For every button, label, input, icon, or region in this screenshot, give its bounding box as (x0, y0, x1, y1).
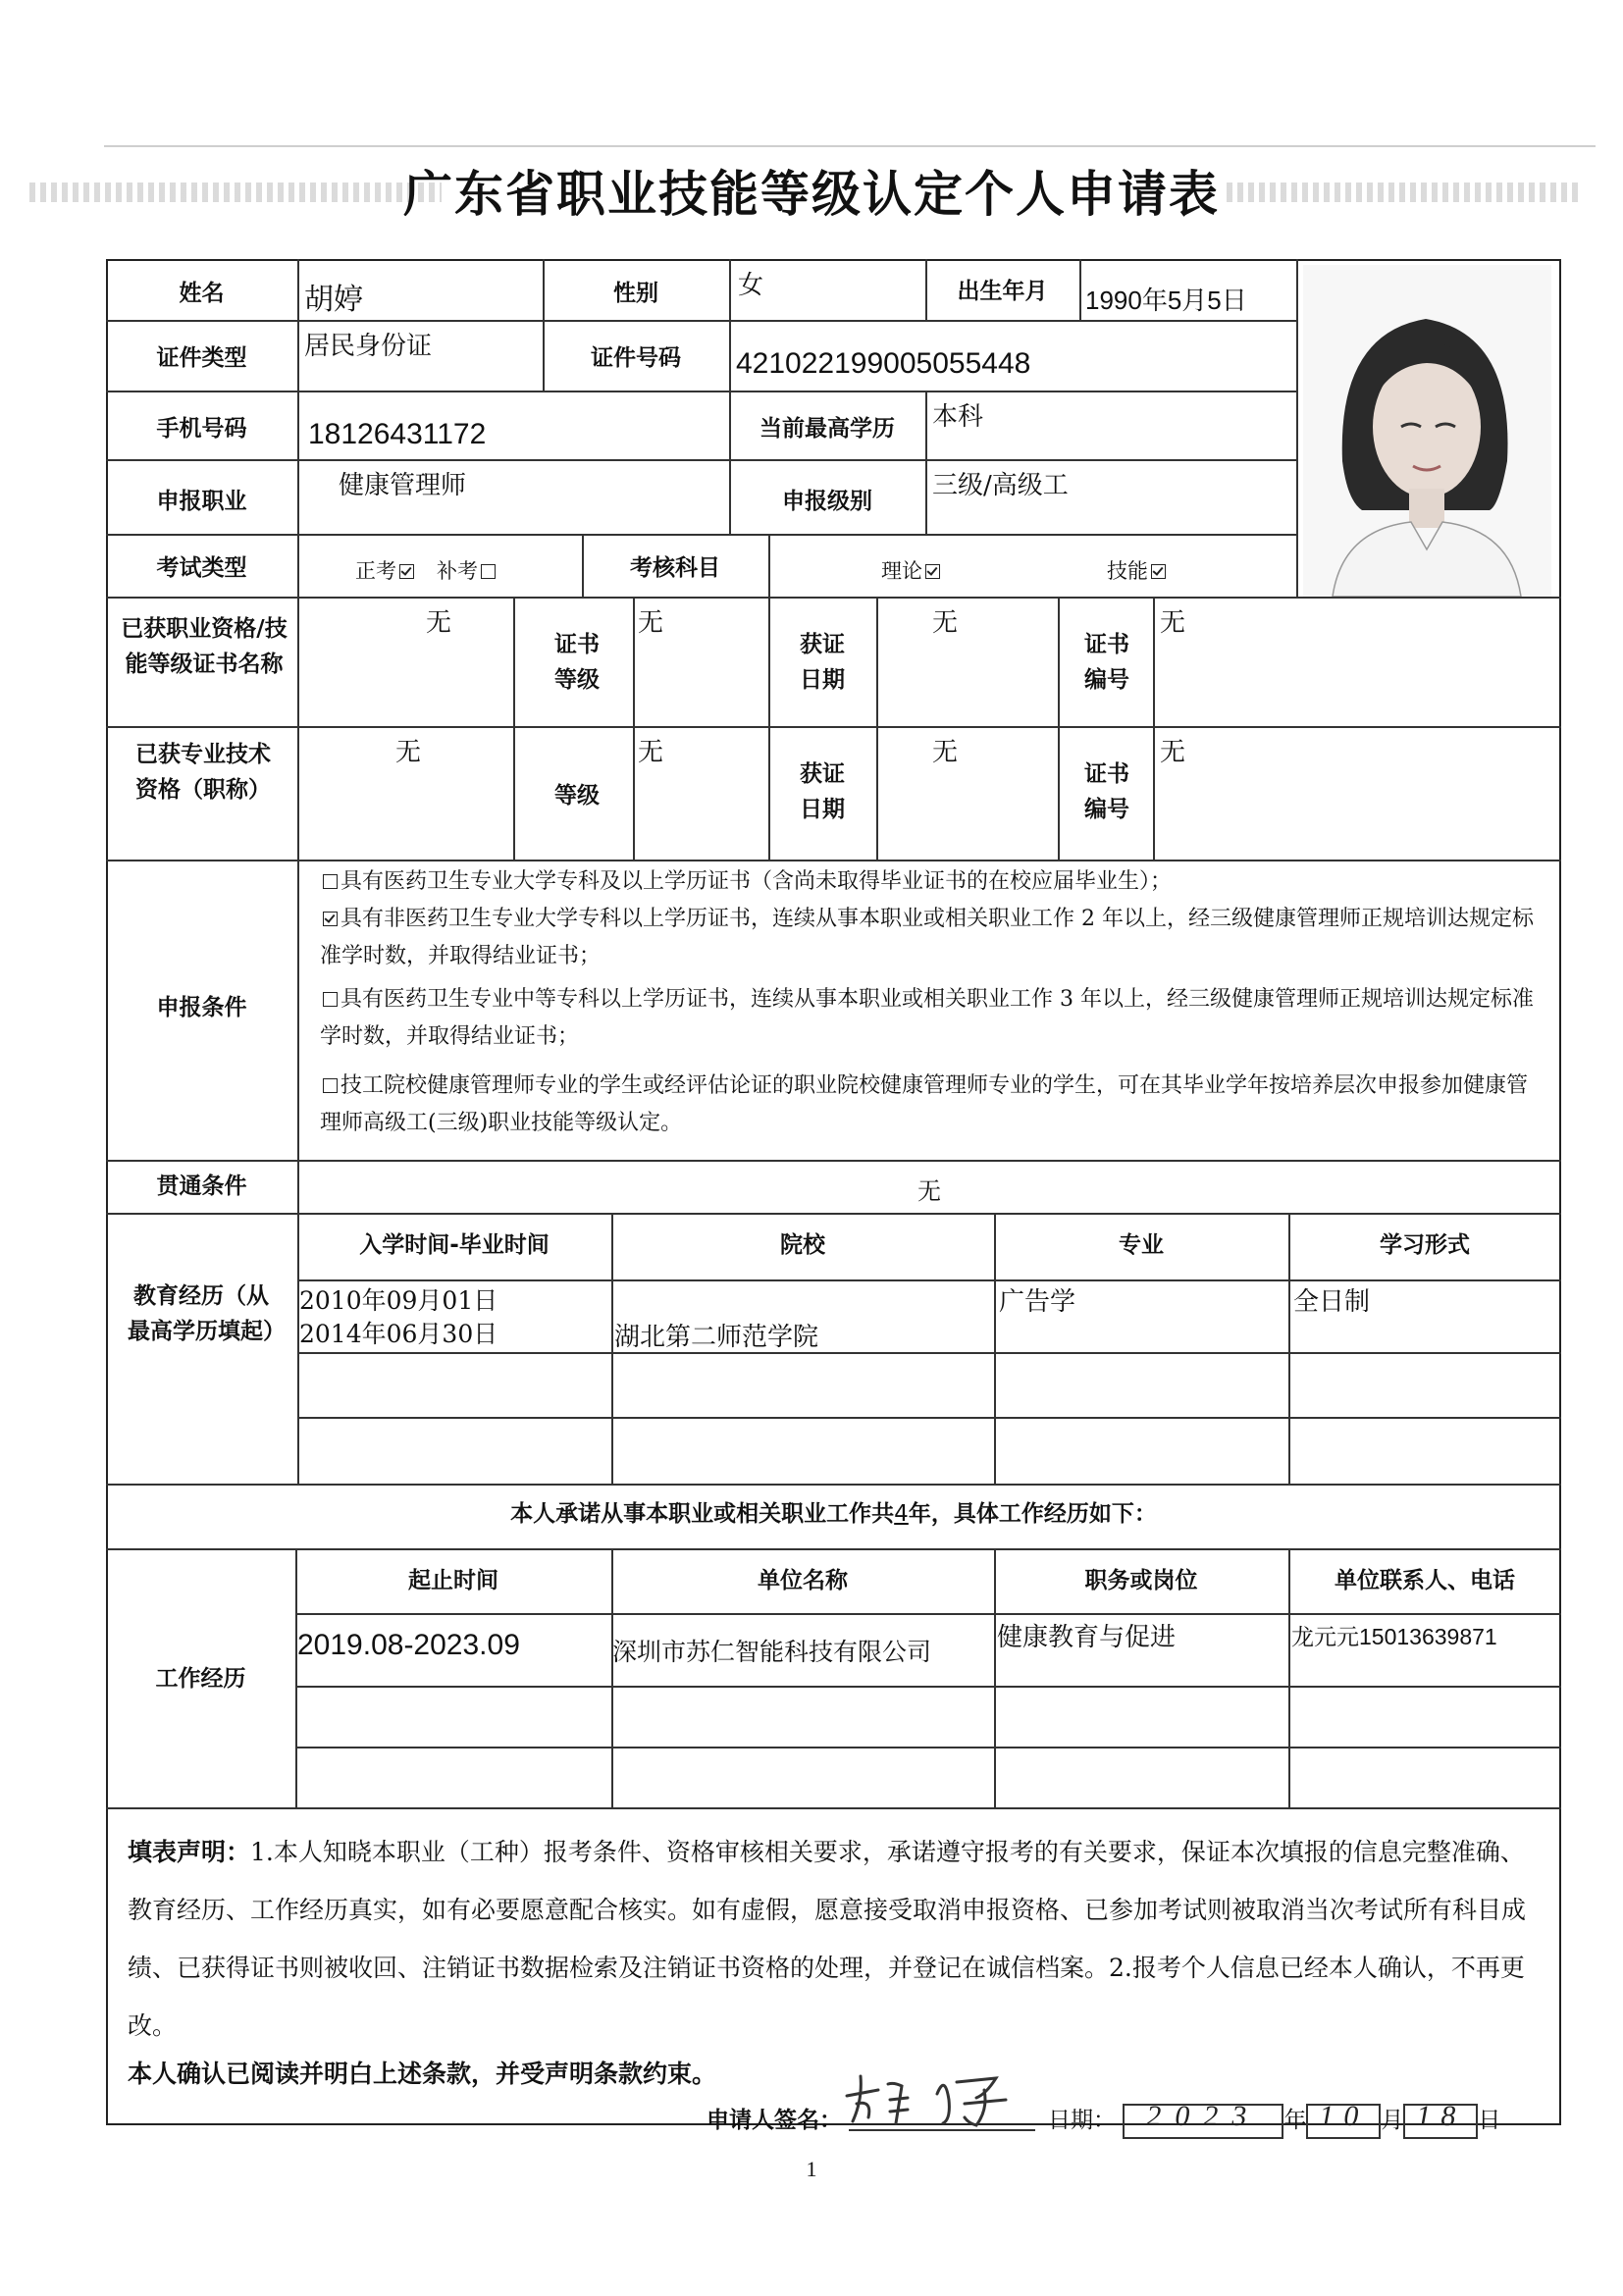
edu-header-period: 入学时间-毕业时间 (359, 1232, 550, 1258)
work-header-company: 单位名称 (758, 1568, 848, 1593)
edu-end-date: 2014年06月30日 (299, 1320, 498, 1348)
phone-label: 手机号码 (156, 416, 247, 442)
page-number: 1 (806, 2157, 817, 2181)
condition-item (320, 901, 1546, 975)
occupation-label: 申报职业 (156, 489, 247, 514)
skill-checkbox[interactable] (1151, 564, 1166, 579)
year-unit: 年 (1283, 2108, 1307, 2133)
birth-label: 出生年月 (957, 279, 1048, 304)
work-period: 2019.08-2023.09 (297, 1629, 520, 1661)
through-label: 贯通条件 (156, 1174, 247, 1199)
occupation-value: 健康管理师 (339, 471, 467, 500)
condition-text: 具有医药卫生专业中等专科以上学历证书，连续从事本职业或相关职业工作 3 年以上，经三级健康管理师正规培训达规定标准学时数，并取得结业证书； (320, 987, 1534, 1049)
cert-date-label: 获证日期 (800, 632, 845, 693)
condition-checkbox[interactable] (323, 874, 338, 889)
edu-header-major: 专业 (1119, 1232, 1164, 1258)
title-grade-label: 等级 (554, 783, 600, 809)
skill-option (1107, 555, 1169, 585)
condition-text: 具有非医药卫生专业大学专科以上学历证书，连续从事本职业或相关职业工作 2 年以上，经三级健康管理师正规培训达规定标准学时数，并取得结业证书； (320, 907, 1534, 968)
cert-date-value: 无 (932, 608, 959, 638)
date-month-value: 10 (1319, 2100, 1369, 2132)
title-date-value: 无 (932, 738, 959, 767)
date-month-box (1306, 2100, 1381, 2139)
condition-text: 具有医药卫生专业大学专科及以上学历证书（含尚未取得毕业证书的在校应届毕业生）； (340, 869, 1173, 894)
cert-grade-value: 无 (638, 608, 664, 638)
id-type-label: 证件类型 (156, 345, 247, 371)
commit-years: 4 (894, 1501, 909, 1527)
edu-start-date: 2010年09月01日 (299, 1286, 498, 1315)
date-day-box (1403, 2100, 1478, 2139)
name-value: 胡婷 (304, 284, 363, 316)
formal-exam-text: 正考 (355, 559, 396, 583)
edu-school: 湖北第二师范学院 (614, 1323, 819, 1352)
declaration-head: 填表声明： (128, 1838, 251, 1866)
declaration-confirm: 本人确认已阅读并明白上述条款，并受声明条款约束。 (128, 2060, 717, 2088)
form-title: 广东省职业技能等级认定个人申请表 (403, 165, 1220, 223)
commit-suffix: 年，具体工作经历如下： (908, 1501, 1157, 1527)
work-position: 健康教育与促进 (997, 1623, 1177, 1652)
condition-checkbox[interactable] (323, 1078, 338, 1093)
through-value: 无 (917, 1177, 941, 1205)
phone-value: 18126431172 (308, 418, 487, 450)
exam-type-options (355, 555, 498, 585)
conditions-label: 申报条件 (156, 995, 247, 1020)
cert-name-value: 无 (426, 608, 452, 638)
cert-no-value: 无 (1160, 608, 1186, 638)
work-header-period: 起止时间 (408, 1568, 498, 1593)
skill-text: 技能 (1107, 559, 1148, 583)
cert-grade-label: 证书等级 (554, 632, 600, 693)
work-header-position: 职务或岗位 (1084, 1568, 1198, 1593)
condition-checkbox[interactable] (323, 992, 338, 1007)
theory-checkbox[interactable] (925, 564, 940, 579)
subject-label: 考核科目 (630, 555, 720, 581)
title-cert-value: 无 (395, 738, 422, 767)
makeup-exam-text: 补考 (437, 559, 479, 583)
date-field (1048, 2102, 1500, 2139)
condition-item (320, 1068, 1546, 1142)
gender-label: 性别 (613, 281, 658, 306)
applicant-photo (1303, 265, 1551, 597)
title-grade-value: 无 (638, 738, 664, 767)
signature-line (849, 2129, 1035, 2131)
id-no-value: 421022199005055448 (736, 347, 1031, 380)
gender-value: 女 (738, 271, 764, 300)
id-type-value: 居民身份证 (304, 332, 433, 361)
makeup-exam-checkbox[interactable] (481, 564, 496, 579)
condition-text: 技工院校健康管理师专业的学生或经评估论证的职业院校健康管理师专业的学生，可在其毕业学年按培养层次申报参加健康管理师高级工(三级)职业技能等级认定。 (320, 1073, 1529, 1135)
work-label: 工作经历 (155, 1666, 246, 1692)
edu-form: 全日制 (1293, 1287, 1371, 1317)
id-no-label: 证件号码 (591, 345, 681, 371)
declaration-body: 1.本人知晓本职业（工种）报考条件、资格审核相关要求，承诺遵守报考的有关要求，保证本次填报的信息完整准确、教育经历、工作经历真实，如有必要愿意配合核实。如有虚假，愿意接受取消申报资格、已参加考试则被取消当次考试所有科目成绩、已获得证书则被收回、注销证书数据检索及注销证书资格的处理，并登记在诚信档案。2.报考个人信息已经本人确认，不再更改。 (128, 1838, 1527, 2040)
declaration (128, 1823, 1541, 2055)
formal-exam-checkbox[interactable] (399, 564, 414, 579)
exam-type-label: 考试类型 (156, 555, 247, 581)
title-no-value: 无 (1160, 738, 1186, 767)
edu-header-school: 院校 (780, 1232, 825, 1258)
month-unit: 月 (1381, 2108, 1404, 2133)
handwritten-signature (839, 2064, 1035, 2129)
name-label: 姓名 (179, 281, 225, 306)
edu-major: 广告学 (999, 1287, 1076, 1317)
condition-item (320, 863, 1546, 901)
condition-checkbox[interactable] (323, 912, 338, 926)
edu-header-form: 学习形式 (1380, 1232, 1470, 1258)
theory-option (881, 555, 943, 585)
day-unit: 日 (1478, 2108, 1501, 2133)
education-level-value: 本科 (932, 402, 984, 432)
title-date-label: 获证日期 (800, 761, 845, 822)
signature-label: 申请人签名： (707, 2108, 842, 2133)
cert-name-label: 已获职业资格/技能等级证书名称 (121, 616, 288, 677)
date-year-box (1123, 2100, 1283, 2139)
education-level-label: 当前最高学历 (759, 416, 895, 442)
education-label: 教育经历（从最高学历填起） (128, 1283, 286, 1344)
birth-value: 1990年5月5日 (1085, 286, 1247, 315)
apply-level-value: 三级/高级工 (932, 471, 1069, 500)
date-year-value: 2023 (1146, 2100, 1261, 2132)
date-day-value: 18 (1416, 2100, 1466, 2132)
cert-no-label: 证书编号 (1084, 632, 1129, 693)
commit-prefix: 本人承诺从事本职业或相关职业工作共 (510, 1501, 895, 1527)
condition-item (320, 981, 1546, 1056)
title-cert-label: 已获专业技术资格（职称） (135, 742, 271, 803)
work-company: 深圳市苏仁智能科技有限公司 (612, 1638, 932, 1666)
apply-level-label: 申报级别 (782, 489, 872, 514)
theory-text: 理论 (881, 559, 922, 583)
work-commitment (106, 1497, 1561, 1533)
work-contact: 龙元元15013639871 (1291, 1624, 1497, 1649)
work-header-contact: 单位联系人、电话 (1335, 1568, 1515, 1593)
date-label: 日期： (1048, 2108, 1116, 2133)
title-no-label: 证书编号 (1084, 761, 1129, 822)
